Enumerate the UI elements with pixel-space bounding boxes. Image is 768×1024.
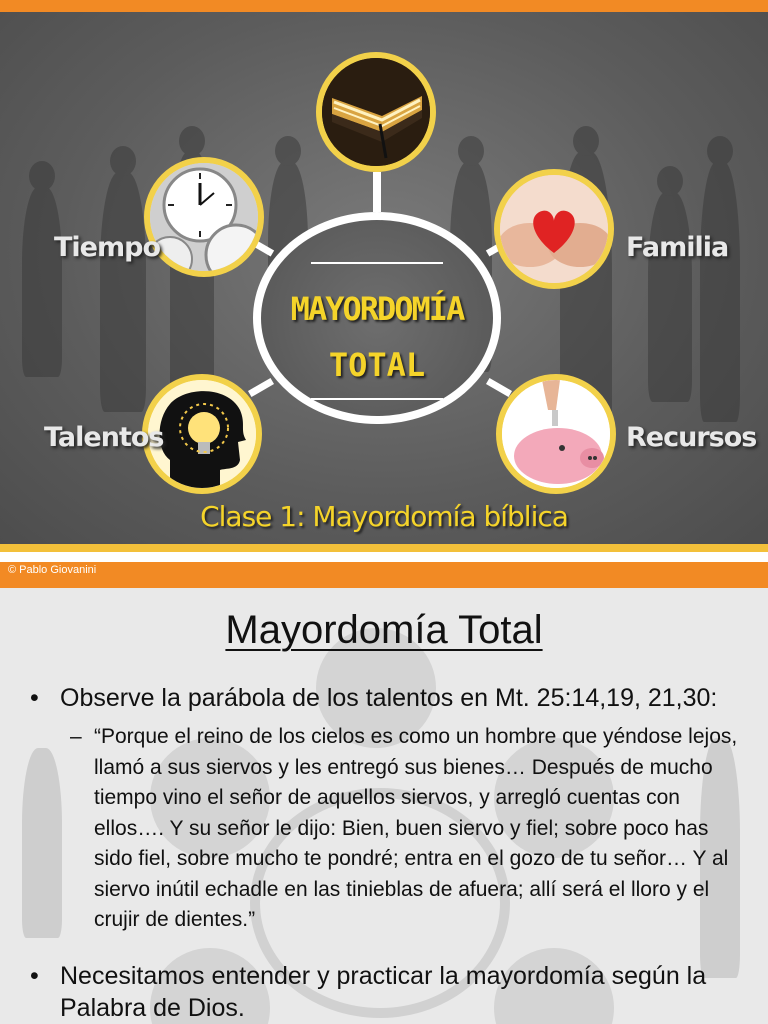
bullet-2-line-1: Necesitamos entender y practicar la mayordomía según la	[60, 962, 707, 990]
heart-hands-icon	[494, 169, 614, 289]
quote-line: “Porque el reino de los cielos es como un hombre que yéndose lejos,	[94, 725, 738, 748]
slide-2-title: Mayordomía Total	[225, 608, 543, 652]
quote-line: siervo inútil echadle en las tinieblas de afuera; allí será el lloro y el	[94, 877, 710, 901]
bullet-marker: •	[30, 962, 39, 990]
slide-2-background	[0, 588, 768, 1024]
piggy-bank-icon	[496, 374, 616, 494]
people-silhouette	[648, 192, 692, 402]
dash-marker: –	[70, 725, 82, 748]
people-silhouette	[22, 187, 62, 377]
label-familia: Familia	[626, 232, 729, 263]
main-title-line-2: TOTAL	[328, 346, 426, 384]
scripture-quote	[70, 722, 754, 936]
quote-line: crujir de dientes.”	[94, 908, 256, 931]
subtitle: Clase 1: Mayordomía bíblica	[200, 500, 568, 533]
quote-line: sido fiel, sobre mucho te pondré; entra en el gozo de tu señor… Y al	[94, 847, 729, 870]
bullet-1-text: Observe la parábola de los talentos en Mt. 25:14,19, 21,30:	[60, 684, 718, 712]
label-recursos: Recursos	[626, 422, 757, 453]
clock-icon	[144, 157, 264, 277]
main-title-line-1: MAYORDOMÍA	[290, 290, 464, 328]
slide-1-background	[0, 12, 768, 544]
quote-line: ellos…. Y su señor le dijo: Bien, buen siervo y fiel; sobre poco has	[94, 816, 709, 840]
footer-band-orange	[0, 562, 768, 578]
connector-top	[373, 172, 381, 212]
footer-band-white	[0, 552, 768, 562]
bullet-1	[30, 682, 750, 714]
slide-2	[0, 578, 768, 1024]
title-rule-top	[311, 262, 443, 264]
bullet-2-line-2: Palabra de Dios.	[60, 994, 245, 1022]
footer-band-yellow	[0, 544, 768, 552]
copyright-text: © Pablo Giovanini	[8, 564, 97, 576]
bible-book-icon	[316, 52, 436, 172]
faded-silhouette	[22, 748, 62, 938]
label-talentos: Talentos	[44, 422, 164, 453]
quote-line: tiempo vino el señor de aquellos siervos, y arregló cuentas con	[94, 786, 680, 809]
people-silhouette	[700, 162, 740, 422]
title-rule-bottom	[311, 398, 443, 400]
quote-line: llamó a sus siervos y les entregó sus bienes… Después de mucho	[94, 755, 713, 779]
people-silhouette	[100, 172, 146, 412]
bullet-marker: •	[30, 684, 39, 712]
central-title-circle	[253, 212, 501, 424]
label-tiempo: Tiempo	[54, 232, 160, 263]
bullet-2	[30, 960, 750, 1024]
